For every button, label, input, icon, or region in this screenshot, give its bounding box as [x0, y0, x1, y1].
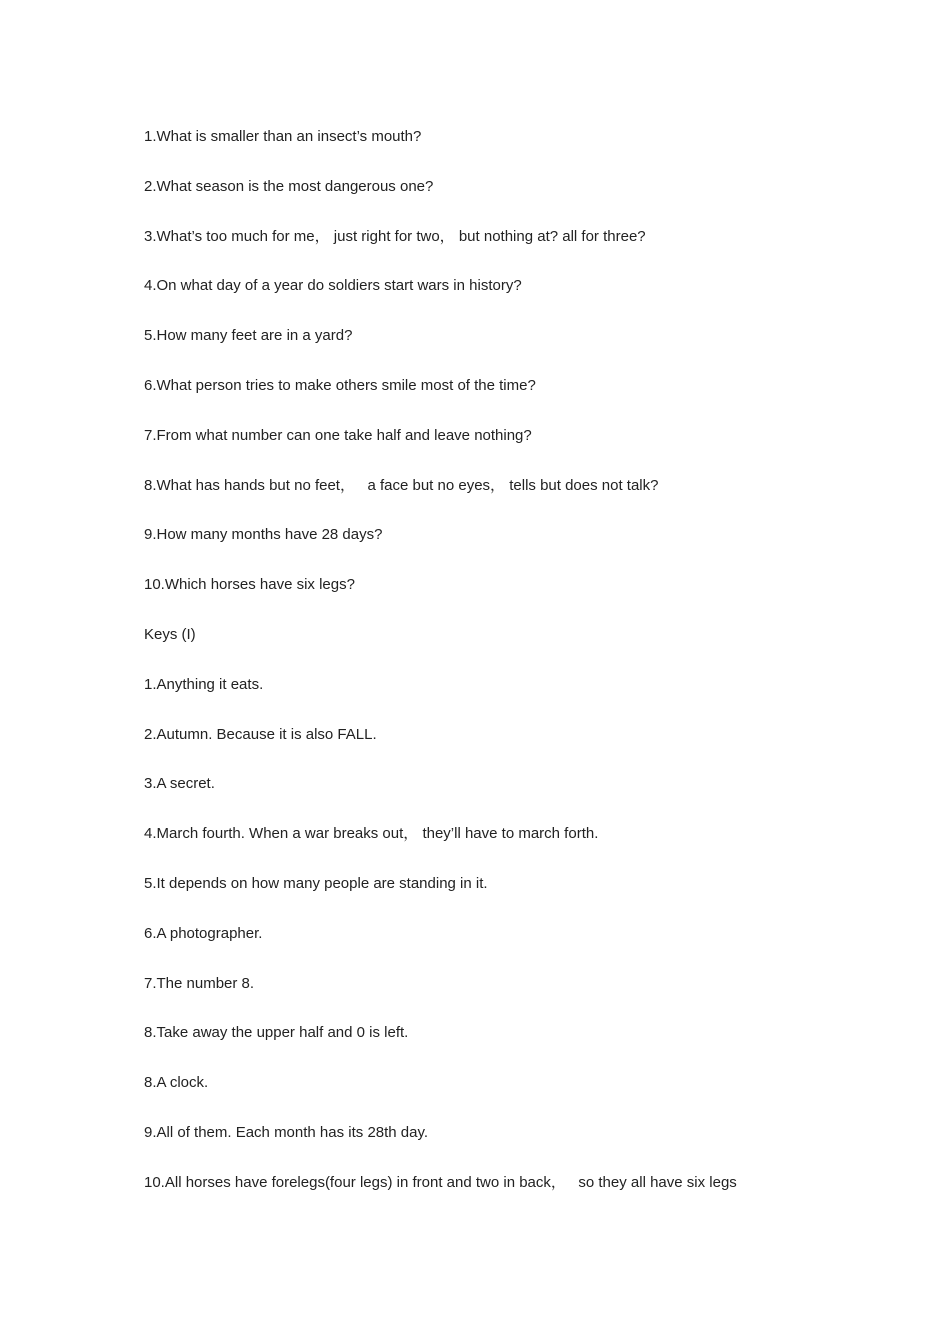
- answer-6: 6.A photographer.: [144, 924, 263, 942]
- answer-7: 7.The number 8.: [144, 974, 255, 992]
- question-4: 4.On what day of a year do soldiers start wars in history?: [144, 277, 522, 295]
- answer-1: 1.Anything it eats.: [144, 675, 264, 693]
- keys-heading: Keys (I): [144, 625, 196, 643]
- question-2: 2.What season is the most dangerous one?: [144, 177, 434, 195]
- question-1: 1.What is smaller than an insect’s mouth?: [144, 128, 422, 145]
- answer-4: 4.March fourth. When a war breaks out， they’ll have to march forth.: [144, 825, 599, 843]
- question-9: 9.How many months have 28 days?: [144, 526, 383, 544]
- question-6: 6.What person tries to make others smile most of the time?: [144, 376, 536, 394]
- question-7: 7.From what number can one take half and leave nothing?: [144, 426, 532, 444]
- question-5: 5.How many feet are in a yard?: [144, 327, 353, 345]
- document-body: [144, 126, 864, 1222]
- question-8: 8.What has hands but no feet， a face but no eyes， tells but does not talk?: [144, 476, 659, 494]
- answer-3: 3.A secret.: [144, 775, 215, 793]
- question-3: 3.What’s too much for me， just right for two， but nothing at? all for three?: [144, 227, 646, 245]
- answer-5: 5.It depends on how many people are standing in it.: [144, 874, 488, 892]
- answer-8b: 8.A clock.: [144, 1074, 209, 1092]
- answer-8a: 8.Take away the upper half and 0 is left.: [144, 1024, 409, 1042]
- question-10: 10.Which horses have six legs?: [144, 576, 355, 594]
- answer-9: 9.All of them. Each month has its 28th day.: [144, 1123, 429, 1141]
- answer-2: 2.Autumn. Because it is also FALL.: [144, 725, 377, 743]
- answer-10: 10.All horses have forelegs(four legs) in front and two in back， so they all have six legs: [144, 1173, 737, 1191]
